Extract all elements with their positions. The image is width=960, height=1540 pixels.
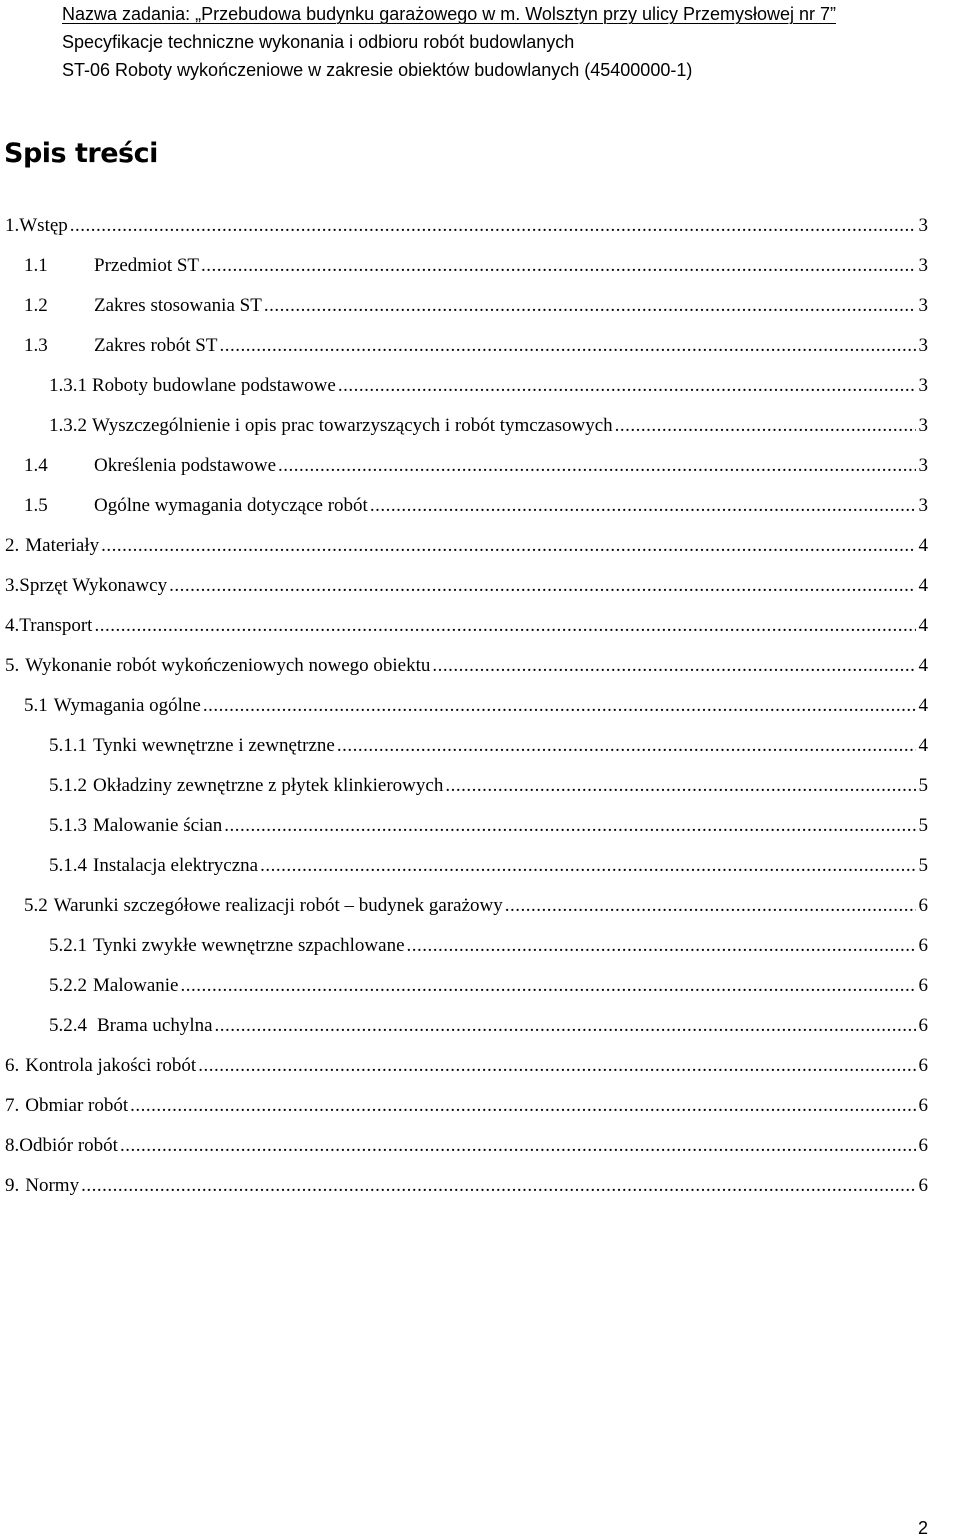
toc-entry[interactable]: [5, 615, 928, 643]
toc-entry-page: 6: [918, 895, 928, 916]
toc-entry-number: 5.1: [24, 695, 48, 716]
toc-entry-label: Obmiar robót: [25, 1095, 129, 1116]
toc-entry[interactable]: [49, 375, 928, 403]
toc-entry-page: 6: [918, 1055, 928, 1076]
toc-entry-number: 1.3.2: [49, 415, 87, 436]
toc-entry-page: 4: [918, 655, 928, 676]
toc-leader-dots: [203, 695, 916, 717]
toc-leader-dots: [407, 935, 916, 957]
toc-entry[interactable]: [5, 215, 928, 243]
toc-entry-page: 3: [918, 255, 928, 276]
toc-entry-number: 5.1.2: [49, 775, 87, 796]
toc-entry-page: 3: [918, 495, 928, 516]
toc-entry-number: 4.: [5, 615, 20, 636]
toc-entry-number: 9.: [5, 1175, 20, 1196]
toc-entry-page: 5: [918, 815, 928, 836]
toc-entry[interactable]: [49, 975, 928, 1003]
toc-entry-label: Zakres robót ST: [94, 335, 218, 356]
toc-entry-label: Odbiór robót: [19, 1135, 118, 1156]
toc-entry[interactable]: [24, 455, 928, 483]
toc-entry-number: 7.: [5, 1095, 20, 1116]
toc-entry[interactable]: [24, 335, 928, 363]
toc-entry-label: Tynki zwykłe wewnętrzne szpachlowane: [93, 935, 405, 956]
toc-leader-dots: [505, 895, 916, 917]
toc-entry-number: 5.2.4: [49, 1015, 87, 1036]
toc-entry-number: 5.1.4: [49, 855, 87, 876]
toc-entry-number: 2.: [5, 535, 20, 556]
toc-leader-dots: [198, 1055, 915, 1077]
toc-entry-label: Warunki szczegółowe realizacji robót – budynek garażowy: [53, 895, 503, 916]
toc-entry-page: 3: [918, 215, 928, 236]
toc-entry[interactable]: [49, 735, 928, 763]
toc-entry-number: 3.: [5, 575, 20, 596]
toc-entry-number: 1.2: [24, 295, 48, 316]
toc-leader-dots: [337, 735, 916, 757]
toc-entry-number: 5.1.1: [49, 735, 87, 756]
toc-leader-dots: [278, 455, 915, 477]
toc-entry-number: 5.2.1: [49, 935, 87, 956]
toc-entry-number: 1.3.1: [49, 375, 87, 396]
toc-leader-dots: [94, 615, 915, 637]
toc-entry-label: Wstęp: [19, 215, 68, 236]
toc-entry-label: Malowanie: [93, 975, 179, 996]
document-header: [62, 0, 942, 84]
toc-entry[interactable]: [24, 895, 928, 923]
toc-leader-dots: [169, 575, 915, 597]
toc-entry-number: 1.4: [24, 455, 48, 476]
toc-entry-page: 4: [918, 575, 928, 596]
toc-entry-page: 4: [918, 735, 928, 756]
toc-entry[interactable]: [24, 495, 928, 523]
toc-entry[interactable]: [49, 815, 928, 843]
toc-leader-dots: [260, 855, 915, 877]
toc-title: Spis treści: [4, 138, 158, 169]
toc-entry-number: 5.2.2: [49, 975, 87, 996]
toc-entry-label: Instalacja elektryczna: [93, 855, 259, 876]
toc-entry[interactable]: [5, 535, 928, 563]
toc-leader-dots: [615, 415, 916, 437]
toc-leader-dots: [120, 1135, 916, 1157]
toc-entry-page: 4: [918, 535, 928, 556]
toc-leader-dots: [101, 535, 915, 557]
toc-entry-label: Materiały: [25, 535, 100, 556]
toc-entry-label: Określenia podstawowe: [94, 455, 277, 476]
toc-leader-dots: [338, 375, 916, 397]
toc-leader-dots: [215, 1015, 916, 1037]
toc-entry[interactable]: [49, 415, 928, 443]
toc-leader-dots: [180, 975, 915, 997]
toc-entry-page: 6: [918, 1095, 928, 1116]
toc-entry[interactable]: [49, 935, 928, 963]
toc-entry-number: 6.: [5, 1055, 20, 1076]
toc-entry-label: Wymagania ogólne: [53, 695, 201, 716]
toc-entry-number: 1.1: [24, 255, 48, 276]
toc-entry-label: Malowanie ścian: [93, 815, 223, 836]
toc-entry-label: Ogólne wymagania dotyczące robót: [94, 495, 368, 516]
toc-entry-page: 3: [918, 455, 928, 476]
toc-entry-page: 5: [918, 775, 928, 796]
toc-entry-page: 3: [918, 335, 928, 356]
toc-entry-number: 1.: [5, 215, 20, 236]
toc-leader-dots: [219, 335, 915, 357]
toc-entry[interactable]: [24, 255, 928, 283]
toc-entry-number: 5.: [5, 655, 20, 676]
toc-entry-label: Brama uchylna: [97, 1015, 213, 1036]
toc-entry[interactable]: [49, 855, 928, 883]
toc-entry-page: 6: [918, 1175, 928, 1196]
toc-entry[interactable]: [49, 1015, 928, 1043]
toc-entry-page: 4: [918, 695, 928, 716]
toc-entry-label: Okładziny zewnętrzne z płytek klinkierowych: [93, 775, 444, 796]
toc-entry-page: 3: [918, 295, 928, 316]
toc-entry-page: 6: [918, 1015, 928, 1036]
toc-entry-number: 5.2: [24, 895, 48, 916]
toc-entry[interactable]: [5, 1055, 928, 1083]
toc-entry[interactable]: [24, 695, 928, 723]
toc-leader-dots: [264, 295, 916, 317]
toc-entry[interactable]: [5, 1175, 928, 1203]
toc-entry-label: Kontrola jakości robót: [25, 1055, 197, 1076]
toc-entry-number: 8.: [5, 1135, 20, 1156]
toc-leader-dots: [70, 215, 916, 237]
toc-leader-dots: [432, 655, 915, 677]
toc-entry-number: 5.1.3: [49, 815, 87, 836]
toc-entry-label: Tynki wewnętrzne i zewnętrzne: [93, 735, 335, 756]
header-task-name: Nazwa zadania: „Przebudowa budynku garażowego w m. Wolsztyn przy ulicy Przemysłowej nr 7”: [62, 4, 836, 24]
header-spec-title: Specyfikacje techniczne wykonania i odbioru robót budowlanych: [62, 32, 575, 52]
toc-entry[interactable]: [24, 295, 928, 323]
toc-leader-dots: [445, 775, 915, 797]
header-spec-code: ST-06 Roboty wykończeniowe w zakresie obiektów budowlanych (45400000-1): [62, 60, 693, 80]
toc-entry-label: Sprzęt Wykonawcy: [19, 575, 168, 596]
toc-leader-dots: [224, 815, 915, 837]
toc-entry-page: 6: [918, 975, 928, 996]
toc-leader-dots: [370, 495, 916, 517]
toc-entry-page: 5: [918, 855, 928, 876]
toc-entry-label: Transport: [19, 615, 93, 636]
toc-entry-number: 1.3: [24, 335, 48, 356]
toc-entry-page: 3: [918, 415, 928, 436]
page-number: 2: [917, 1518, 928, 1538]
toc-entry-label: Wykonanie robót wykończeniowych nowego obiektu: [25, 655, 431, 676]
toc-entry[interactable]: [5, 655, 928, 683]
toc-entry-page: 3: [918, 375, 928, 396]
toc-entry-label: Normy: [25, 1175, 80, 1196]
toc-entry-page: 4: [918, 615, 928, 636]
toc-entry-label: Roboty budowlane podstawowe: [92, 375, 336, 396]
toc-entry-label: Wyszczególnienie i opis prac towarzyszących i robót tymczasowych: [92, 415, 613, 436]
toc-entry-page: 6: [918, 935, 928, 956]
toc-entry-label: Zakres stosowania ST: [94, 295, 262, 316]
toc-leader-dots: [201, 255, 915, 277]
toc-entry[interactable]: [5, 1135, 928, 1163]
toc-entry[interactable]: [49, 775, 928, 803]
toc-leader-dots: [81, 1175, 915, 1197]
toc-entry[interactable]: [5, 1095, 928, 1123]
toc-entry-number: 1.5: [24, 495, 48, 516]
toc-leader-dots: [130, 1095, 915, 1117]
toc-entry-label: Przedmiot ST: [94, 255, 200, 276]
toc-entry[interactable]: [5, 575, 928, 603]
toc-entry-page: 6: [918, 1135, 928, 1156]
